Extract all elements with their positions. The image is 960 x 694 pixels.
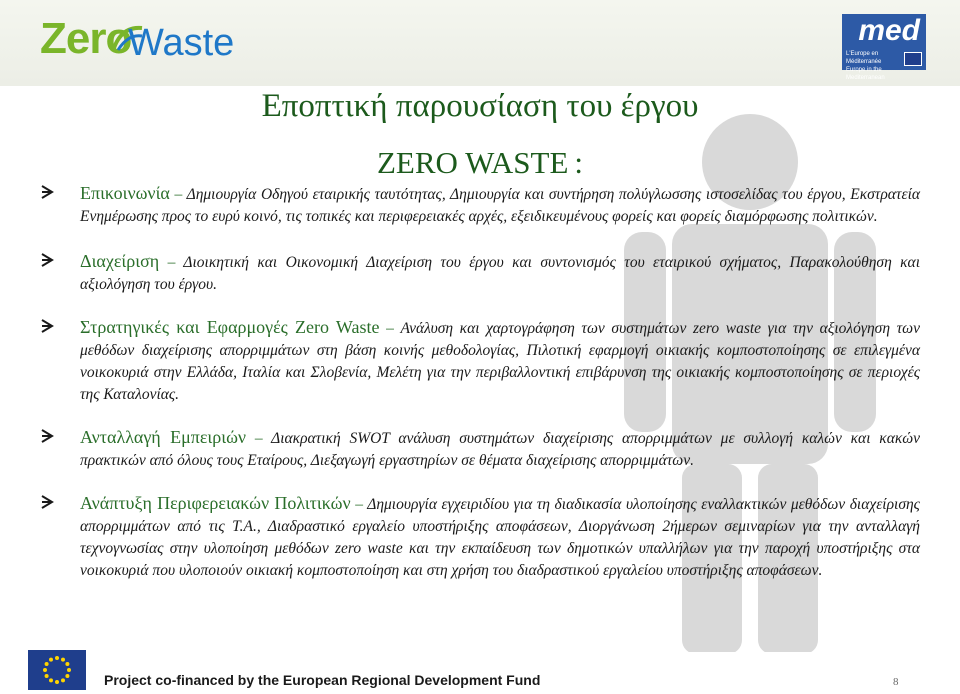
page-subtitle	[0, 145, 960, 181]
med-programme-logo	[842, 14, 926, 81]
bullet-heading: Διαχείριση	[80, 251, 160, 271]
list-item	[40, 492, 920, 582]
logo-waste-text: Waste	[128, 22, 235, 64]
bullet-heading: Στρατηγικές και Εφαρμογές Zero Waste	[80, 317, 380, 337]
bullet-text: Διοικητική και Οικονομική Διαχείριση του έργου και συντονισμός του εταιρικού σχήματος, Παρακολούθηση και αξιολόγηση του έργου.	[80, 254, 921, 293]
footer-cofinance-text: Project co-financed by the European Regional Development Fund	[104, 672, 541, 688]
bullet-dash: –	[355, 496, 363, 513]
checkmark-arrow-icon	[40, 493, 58, 511]
checkmark-arrow-icon	[40, 183, 58, 201]
bullet-text: Δημιουργία εγχειριδίου για τη διαδικασία υλοποίησης εναλλακτικών μεθόδων διαχείρισης απορριμμάτων από τις Τ.Α., Διαδραστικό εργαλείο υποστήριξης αποφάσεων, Διοργάνωση 2ήμερων σεμιναρίων για την ανταλλαγή τεχνογνωσίας στην υλοποίηση μεθόδων zero waste και την εκπαίδευση των δημοτικών υπαλλήλων για την παροχή υποστήριξης στα νοικοκυριά που υλοποιούν οικιακή κομποστοποίηση και στη χρήση του διαδραστικού εργαλείου υποστήριξης αποφάσεων.	[80, 496, 920, 579]
med-tagline-line2: Europe in the Mediterranean	[846, 67, 885, 81]
list-item	[40, 250, 920, 296]
med-eu-flag-icon	[904, 52, 922, 66]
list-item	[40, 316, 920, 406]
bullet-text: Ανάλυση και χαρτογράφηση των συστημάτων zero waste για την αξιολόγηση των μεθόδων διαχείρισης απορριμμάτων στη βάση κοινής μεθοδολογίας, Πιλοτική εφαρμογή οικιακής κομποστοποίησης σε επιλεγμένα νοικοκυριά στην Ελλάδα, Ιταλία και Σλοβενία, Μελέτη για την περιβαλλοντική επιβάρυνση της οικιακής κομποστοποίησης σε περιοχές της Καταλονίας.	[80, 320, 921, 403]
bullet-heading: Ανάπτυξη Περιφερειακών Πολιτικών	[80, 493, 351, 513]
activity-list	[40, 182, 920, 582]
bullet-dash: –	[174, 186, 183, 203]
bullet-text: Διακρατική SWOT ανάλυση συστημάτων διαχείρισης απορριμμάτων με συλλογή καλών και κακών πρακτικών από όλους τους Εταίρους, Διεξαγωγή εργαστηρίων σε θέματα διαχείρισης απορριμμάτων.	[80, 430, 920, 469]
checkmark-arrow-icon	[40, 317, 58, 335]
med-tagline-line1: L'Europe en Méditerranée	[846, 51, 882, 65]
eu-flag-icon	[28, 650, 86, 690]
bullet-text: Δημιουργία Οδηγού εταιρικής ταυτότητας, Δημιουργία και συντήρηση πολύγλωσσης ιστοσελίδας του έργου, Εκστρατεία Ενημέρωσης προς το ευρύ κοινό, τις τοπικές και περιφερειακές αρχές, εξειδικευμένους φορείς και φορείς διαμόρφωσης πολιτικών.	[80, 186, 921, 225]
bullet-dash: –	[167, 254, 176, 271]
subtitle-text: ZERO WASTE	[376, 145, 569, 180]
page-number: 8	[893, 676, 899, 688]
bullet-heading: Επικοινωνία	[80, 183, 170, 203]
list-item	[40, 426, 920, 472]
bullet-dash: –	[254, 430, 263, 447]
med-logo-text: med	[858, 14, 920, 47]
checkmark-arrow-icon	[40, 427, 58, 445]
med-tagline	[846, 50, 906, 82]
list-item	[40, 182, 920, 228]
bullet-heading: Ανταλλαγή Εμπειριών	[80, 427, 247, 447]
checkmark-arrow-icon	[40, 251, 58, 269]
subtitle-colon: :	[574, 145, 584, 180]
bullet-dash: –	[386, 320, 394, 337]
logo-zero-text: Zero	[40, 14, 132, 63]
page-title: Εποπτική παρουσίαση του έργου	[261, 88, 699, 124]
